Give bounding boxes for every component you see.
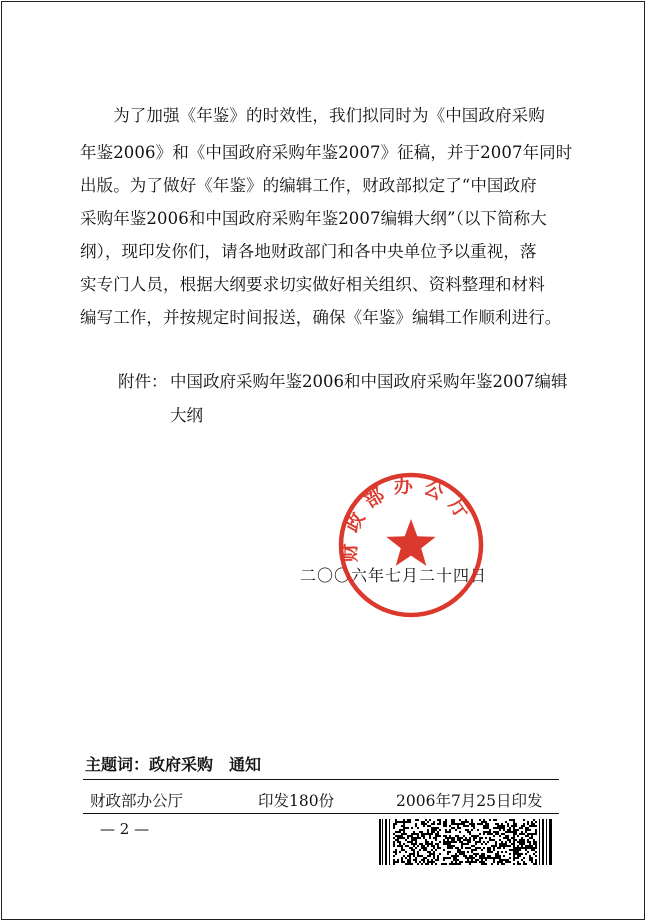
body-line: 编写工作，并按规定时间报送，确保《年鉴》编辑工作顺利进行。 — [80, 308, 562, 327]
official-seal-stamp — [336, 470, 486, 620]
barcode-2d — [379, 819, 554, 865]
body-line: 出版。为了做好《年鉴》的编辑工作，财政部拟定了“中国政府 — [80, 176, 537, 195]
body-line: 纲），现印发你们，请各地财政部门和各中央单位予以重视，落 — [80, 242, 537, 261]
subject-keywords: 主题词：政府采购 通知 — [85, 755, 262, 774]
page-number: — 2 — — [100, 820, 150, 838]
print-copies: 印发180份 — [258, 792, 335, 810]
attachment-title-line1: 中国政府采购年鉴2006和中国政府采购年鉴2007编辑 — [170, 372, 568, 391]
divider-top — [83, 779, 559, 780]
seal-text: 财政部办公厅 — [338, 474, 479, 563]
print-date: 2006年7月25日印发 — [396, 792, 543, 810]
issue-date: 二〇〇六年七月二十四日 — [300, 566, 488, 585]
attachment-label: 附件： — [118, 372, 168, 391]
star-icon — [386, 519, 435, 566]
body-line: 为了加强《年鉴》的时效性，我们拟同时为《中国政府采购 — [80, 106, 545, 125]
body-line: 实专门人员，根据大纲要求切实做好相关组织、资料整理和材料 — [80, 275, 545, 294]
body-line: 采购年鉴2006和中国政府采购年鉴2007编辑大纲”（以下简称大 — [80, 209, 547, 228]
body-line: 年鉴2006》和《中国政府采购年鉴2007》征稿，并于2007年同时 — [80, 143, 573, 162]
issuing-office: 财政部办公厅 — [90, 792, 184, 810]
divider-bottom — [83, 813, 559, 814]
attachment-title-line2: 大纲 — [170, 406, 203, 425]
